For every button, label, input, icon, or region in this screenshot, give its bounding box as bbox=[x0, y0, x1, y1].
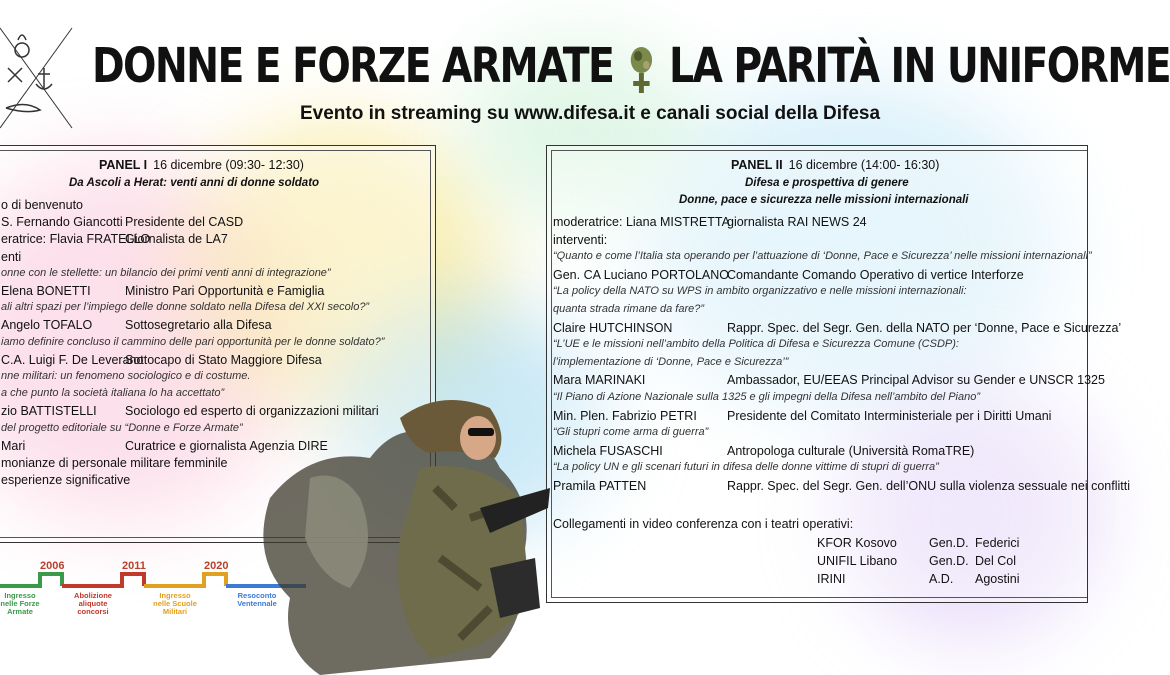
panel-2 bbox=[546, 145, 1130, 603]
panel-1-subtitle: Da Ascoli a Herat: venti anni di donne soldato bbox=[69, 177, 320, 189]
panel-1-role: Sociologo ed esperto di organizzazioni militari bbox=[125, 404, 379, 419]
venus-camouflage-icon bbox=[617, 43, 666, 95]
subtitle: Evento in streaming su www.difesa.it e canali social della Difesa bbox=[300, 103, 881, 124]
timeline-caption-2: Abolizione aliquote concorsi bbox=[74, 591, 112, 616]
panel-2-role: Rappr. Spec. del Segr. Gen. dell’ONU sulla violenza sessuale nei conflitti bbox=[727, 479, 1130, 493]
panel-2-line: Mara MARINAKI bbox=[553, 373, 646, 388]
panel-2-role: Presidente del Comitato Interministeriale per i Diritti Umani bbox=[727, 408, 1052, 423]
panel-2-role: Antropologa culturale (Università RomaTRE) bbox=[727, 443, 975, 458]
timeline-year-2020: 2020 bbox=[204, 560, 229, 572]
panel-1-line: o di benvenuto bbox=[1, 198, 84, 212]
video-conference-title: Collegamenti in video conferenza con i teatri operativi: bbox=[553, 517, 854, 531]
video-rank: A.D. bbox=[929, 572, 954, 586]
video-place: UNIFIL Libano bbox=[817, 554, 898, 568]
panel-2-subtitle-1: Difesa e prospettiva di genere bbox=[745, 177, 909, 189]
video-place: IRINI bbox=[817, 572, 846, 586]
panel-1-line: enti bbox=[1, 249, 22, 264]
panel-2-line: Claire HUTCHINSON bbox=[553, 320, 673, 335]
panel-2-line: interventi: bbox=[553, 232, 608, 247]
panel-2-title bbox=[731, 158, 939, 172]
panel-1-line: C.A. Luigi F. De Leverano bbox=[1, 352, 144, 367]
timeline-caption-3: Ingresso nelle Scuole Militari bbox=[153, 591, 197, 616]
panel-1-date: 16 dicembre (09:30- 12:30) bbox=[153, 158, 304, 172]
panel-1-label: PANEL I bbox=[99, 158, 148, 172]
panel-1-line: S. Fernando Giancotti bbox=[1, 215, 123, 230]
video-name: Federici bbox=[975, 536, 1020, 550]
panel-2-line: Min. Plen. Fabrizio PETRI bbox=[553, 408, 697, 423]
panel-2-role: Ambassador, EU/EEAS Principal Advisor su Gender e UNSCR 1325 bbox=[727, 373, 1105, 388]
video-place: KFOR Kosovo bbox=[817, 536, 897, 550]
panel-1-role: Curatrice e giornalista Agenzia DIRE bbox=[125, 438, 328, 453]
panel-1-line: eratrice: Flavia FRATELLO bbox=[1, 232, 151, 247]
panel-2-line: “L’UE e le missioni nell’ambito della Politica di Difesa e Sicurezza Comune (CSDP): bbox=[553, 338, 959, 351]
panel-2-line: “La policy UN e gli scenari futuri in difesa delle donne vittime di stupri di guerra” bbox=[553, 461, 939, 474]
panel-1-line: onne con le stellette: un bilancio dei primi venti anni di integrazione” bbox=[1, 266, 331, 279]
defense-emblem-icon bbox=[0, 28, 72, 128]
panel-1-role: Sottosegretario alla Difesa bbox=[125, 318, 272, 333]
panel-1-line: del progetto editoriale su “Donne e Forze Armate” bbox=[1, 421, 243, 434]
panel-2-line: “Il Piano di Azione Nazionale sulla 1325 e gli impegni della Difesa nell’ambito del Piano” bbox=[553, 391, 981, 403]
main-title bbox=[92, 38, 1170, 100]
panel-2-line: Gen. CA Luciano PORTOLANO bbox=[553, 267, 730, 282]
panel-2-line: moderatrice: Liana MISTRETTA bbox=[553, 215, 730, 229]
panel-1-line: iamo definire concluso il cammino delle pari opportunità per le donne soldato?” bbox=[1, 335, 385, 348]
panel-1-role: Giornalista de LA7 bbox=[125, 232, 228, 247]
panel-1-line: ali altri spazi per l’impiego delle donne soldato nella Difesa del XXI secolo?” bbox=[1, 301, 370, 314]
title-right: LA PARITÀ IN UNIFORME bbox=[669, 38, 1170, 94]
panel-2-line: Pramila PATTEN bbox=[553, 479, 647, 493]
video-rank: Gen.D. bbox=[929, 554, 969, 568]
panel-2-line: “La policy della NATO su WPS in ambito organizzativo e nelle missioni internazionali: bbox=[553, 285, 967, 298]
panel-2-line: quanta strada rimane da fare?” bbox=[553, 303, 705, 315]
soldier-illustration bbox=[250, 358, 550, 675]
panel-1-line: Angelo TOFALO bbox=[1, 318, 93, 333]
panel-2-role: Rappr. Spec. del Segr. Gen. della NATO per ‘Donne, Pace e Sicurezza’ bbox=[727, 320, 1122, 335]
panel-1-line: monianze di personale militare femminile bbox=[1, 456, 228, 470]
panel-1-line: zio BATTISTELLI bbox=[1, 404, 97, 419]
timeline-caption-1: Ingresso nelle Forze Armate bbox=[0, 591, 40, 616]
video-name: Del Col bbox=[975, 554, 1016, 568]
panel-2-line: “Quanto e come l’Italia sta operando per l’attuazione di ‘Donne, Pace e Sicurezza’ nelle missioni internazionali” bbox=[553, 250, 1092, 263]
title-left: DONNE E FORZE ARMATE bbox=[92, 38, 614, 94]
timeline-year-2011: 2011 bbox=[122, 560, 146, 572]
timeline-year-2006: 2006 bbox=[40, 560, 65, 572]
panel-2-subtitle-2: Donne, pace e sicurezza nelle missioni internazionali bbox=[679, 194, 969, 206]
timeline-caption-4: Resoconto Ventennale bbox=[237, 591, 277, 608]
panel-1-title bbox=[99, 158, 304, 172]
panel-2-role: giornalista RAI NEWS 24 bbox=[727, 215, 867, 229]
panel-1-line: a che punto la società italiana lo ha accettato” bbox=[1, 387, 225, 400]
panel-1-line: Elena BONETTI bbox=[1, 284, 91, 298]
panel-2-label: PANEL II bbox=[731, 158, 783, 172]
panel-1-role: Ministro Pari Opportunità e Famiglia bbox=[125, 284, 325, 298]
panel-2-line: Michela FUSASCHI bbox=[553, 443, 663, 458]
panel-2-date: 16 dicembre (14:00- 16:30) bbox=[788, 158, 940, 172]
panel-2-role: Comandante Comando Operativo di vertice Interforze bbox=[727, 267, 1024, 282]
panel-1-line: Mari bbox=[1, 438, 26, 453]
panel-1-line: nne militari: un fenomeno sociologico e di costume. bbox=[1, 370, 251, 382]
video-rank: Gen.D. bbox=[929, 536, 969, 550]
panel-1-line: esperienze significative bbox=[1, 473, 131, 488]
panel-1-role: Sottocapo di Stato Maggiore Difesa bbox=[125, 352, 322, 367]
panel-2-line: “Gli stupri come arma di guerra” bbox=[553, 426, 709, 439]
panel-1-role: Presidente del CASD bbox=[125, 215, 244, 230]
video-name: Agostini bbox=[975, 572, 1020, 586]
panel-2-line: l’implementazione di ‘Donne, Pace e Sicurezza’” bbox=[553, 355, 789, 368]
